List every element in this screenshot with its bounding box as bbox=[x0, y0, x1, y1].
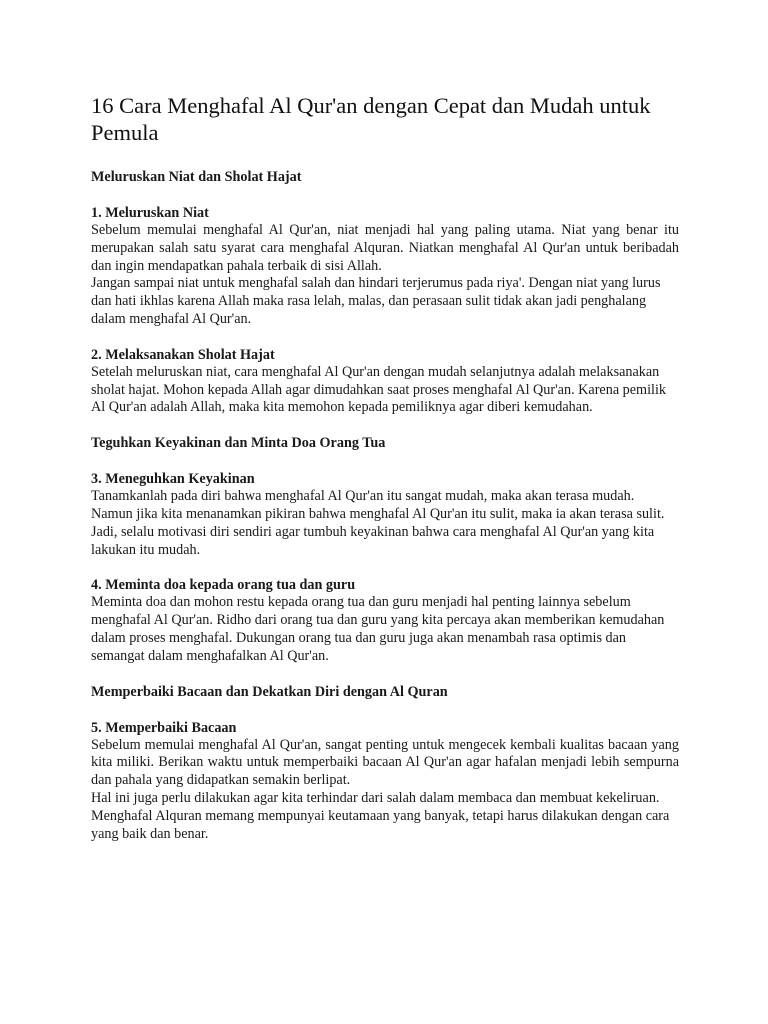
section-heading: Memperbaiki Bacaan dan Dekatkan Diri dengan Al Quran bbox=[91, 683, 448, 700]
paragraph: Sebelum memulai menghafal Al Qur'an, niat menjadi hal yang paling utama. Niat yang benar itu merupakan salah satu syarat cara menghafal Alquran. Niatkan menghafal Al Qur'an untuk beribadah dan ingin mendapatkan pahala terbaik di sisi Allah. bbox=[91, 222, 679, 274]
article-item bbox=[91, 470, 679, 559]
article-item bbox=[91, 719, 679, 844]
paragraph: Hal ini juga perlu dilakukan agar kita terhindar dari salah dalam membaca dan membuat kekeliruan. Menghafal Alquran memang mempunyai keutamaan yang banyak, tetapi harus dilakukan dengan cara yang baik dan benar. bbox=[91, 789, 670, 842]
article-item bbox=[91, 204, 679, 329]
paragraph: Jangan sampai niat untuk menghafal salah dan hindari terjerumus pada riya'. Dengan niat yang lurus dan hati ikhlas karena Allah maka rasa lelah, malas, dan perasaan sulit tidak akan jadi penghalang dalam menghafal Al Qur'an. bbox=[91, 275, 661, 327]
section-heading: Meluruskan Niat dan Sholat Hajat bbox=[91, 169, 302, 185]
document-title: 16 Cara Menghafal Al Qur'an dengan Cepat dan Mudah untuk Pemula bbox=[91, 93, 651, 145]
paragraph: Tanamkanlah pada diri bahwa menghafal Al Qur'an itu sangat mudah, maka akan terasa mudah. Namun jika kita menanamkan pikiran bahwa menghafal Al Qur'an itu sulit, maka ia akan terasa sulit. Jadi, selalu motivasi diri sendiri agar tumbuh keyakinan bahwa cara menghafal Al Qur'an yang kita lakukan itu mudah. bbox=[91, 488, 665, 558]
document-page bbox=[91, 92, 679, 860]
paragraph: Setelah meluruskan niat, cara menghafal Al Qur'an dengan mudah selanjutnya adalah melaksanakan sholat hajat. Mohon kepada Allah agar dimudahkan saat proses menghafal Al Qur'an. Karena pemilik Al Qur'an adalah Allah, maka kita memohon kepada pemiliknya agar diberi kemudahan. bbox=[91, 363, 667, 416]
paragraph: Sebelum memulai menghafal Al Qur'an, sangat penting untuk mengecek kembali kualitas bacaan yang kita miliki. Berikan waktu untuk memperbaiki bacaan Al Qur'an agar hafalan menjadi lebih sempurna dan pahala yang didapatkan semakin berlipat. bbox=[91, 736, 679, 789]
item-subhead: 4. Meminta doa kepada orang tua dan guru bbox=[91, 577, 356, 594]
section-heading: Teguhkan Keyakinan dan Minta Doa Orang Tua bbox=[91, 435, 386, 452]
article-item bbox=[91, 576, 679, 665]
article-item bbox=[91, 346, 679, 417]
item-subhead: 5. Memperbaiki Bacaan bbox=[91, 719, 237, 736]
item-subhead: 2. Melaksanakan Sholat Hajat bbox=[91, 346, 275, 363]
item-subhead: 1. Meluruskan Niat bbox=[91, 205, 209, 221]
paragraph: Meminta doa dan mohon restu kepada orang tua dan guru menjadi hal penting lainnya sebelum menghafal Al Qur'an. Ridho dari orang tua dan guru yang kita percaya akan memberikan kemudahan dalam proses menghafal. Dukungan orang tua dan guru juga akan menambah rasa optimis dan semangat dalam menghafalkan Al Qur'an. bbox=[91, 594, 665, 664]
item-subhead: 3. Meneguhkan Keyakinan bbox=[91, 471, 255, 488]
